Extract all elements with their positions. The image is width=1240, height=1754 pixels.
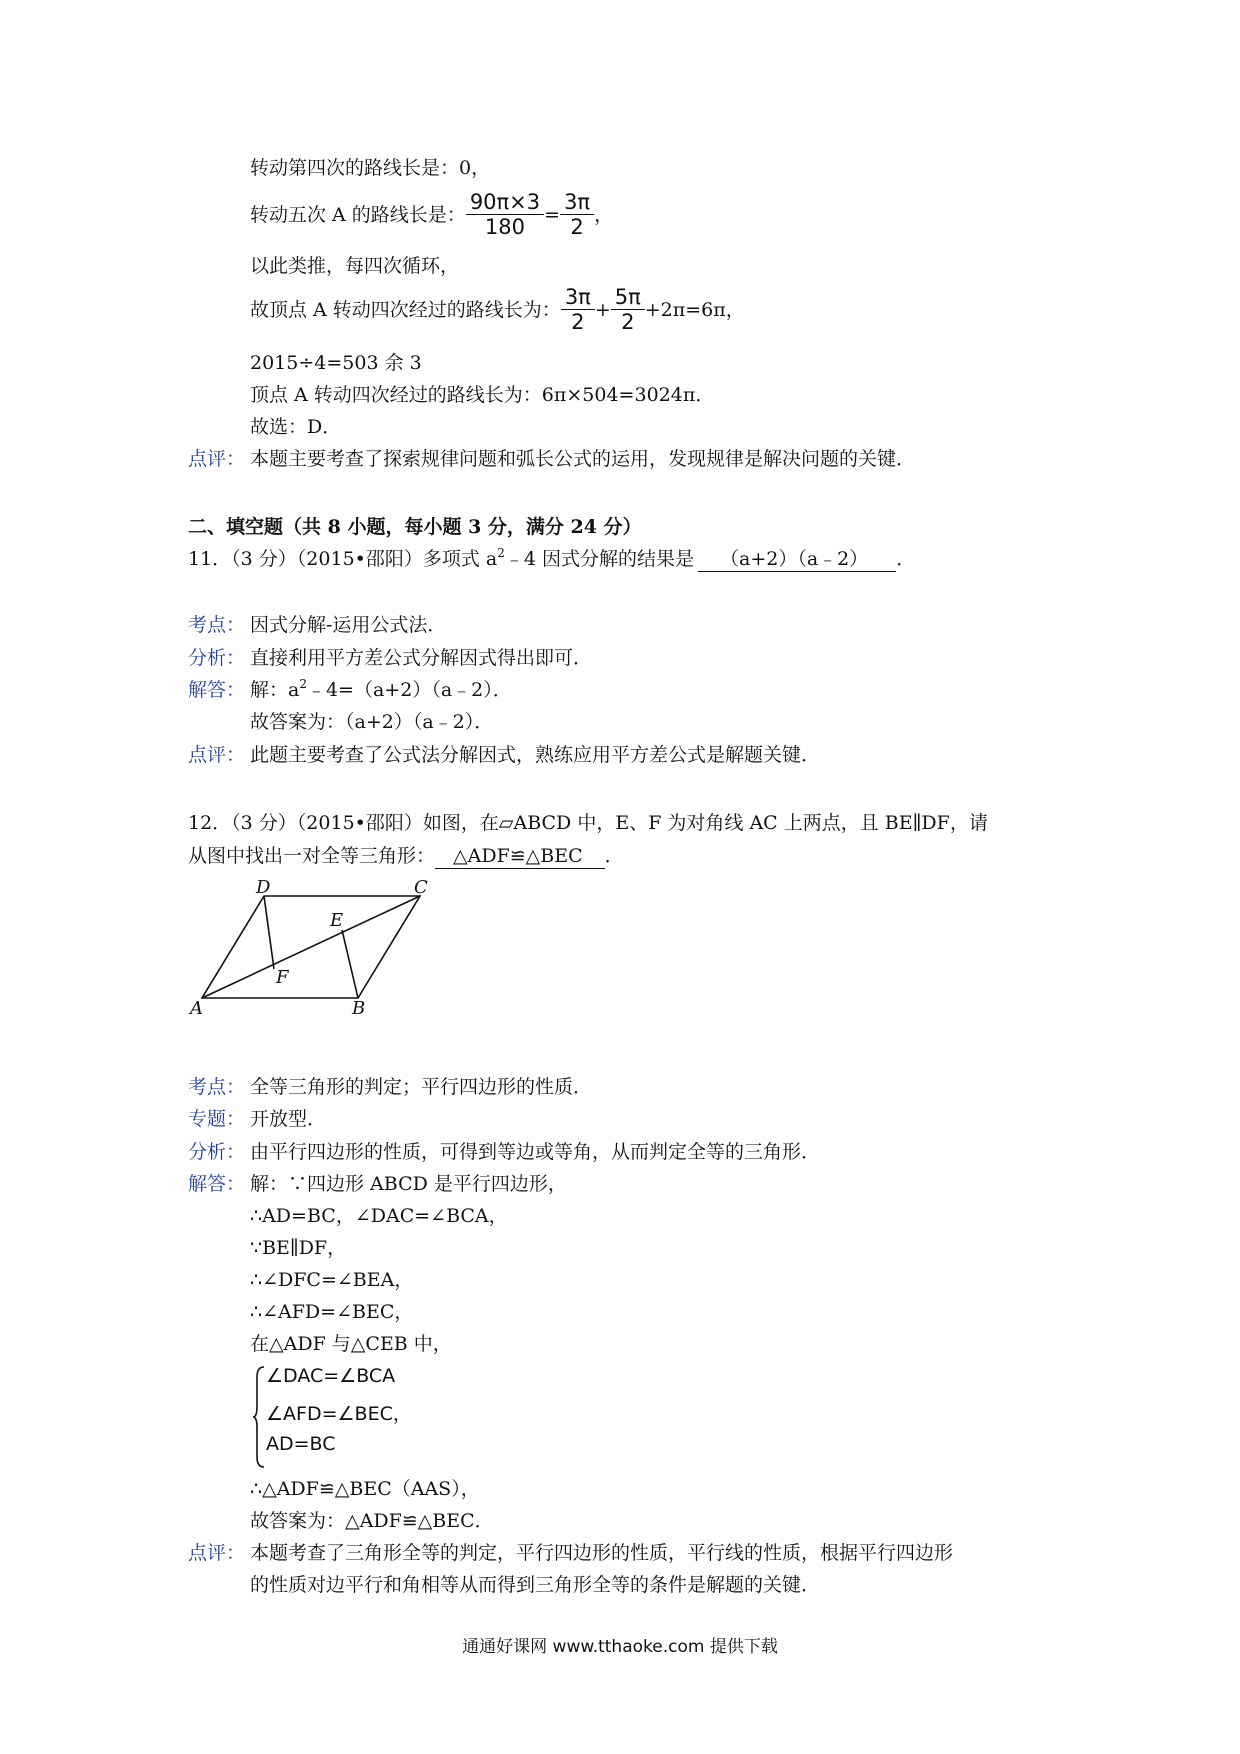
solution-line: 转动第四次的路线长是：0， [250,157,491,179]
jieda-line: 在△ADF 与△CEB 中， [250,1333,452,1355]
numerator: 90π×3 [469,190,541,214]
jieda-line: ∴∠AFD=∠BEC， [250,1301,414,1323]
denominator: 2 [571,310,585,334]
answer-blank: （a+2）（a﹣2） [698,547,896,572]
question-end: ． [896,548,916,570]
page-footer: 通通好课网 www.tthaoke.com 提供下载 [462,1637,778,1657]
left-brace-icon [252,1365,266,1469]
vertex-label-b: B [352,998,366,1015]
fraction [560,190,594,239]
point-label-e: E [330,910,344,931]
solution-line: 以此类推，每四次循环， [250,255,460,277]
question-text: 11．（3 分）（2015•邵阳）多项式 a [188,548,498,570]
equation-row: ∠DAC=∠BCA [266,1365,396,1387]
dianping-text: 本题考查了三角形全等的判定，平行四边形的性质，平行线的性质，根据平行四边形 [250,1542,954,1564]
text: 故顶点 A 转动四次经过的路线长为： [250,298,561,321]
solution-line: 顶点 A 转动四次经过的路线长为：6π×504=3024π． [250,384,715,406]
kaodian-text: 全等三角形的判定；平行四边形的性质． [250,1076,593,1098]
question-12-line2 [188,843,624,869]
jieda-line: ∴AD=BC，∠DAC=∠BCA， [250,1205,508,1227]
dianping-text: 的性质对边平行和角相等从而得到三角形全等的条件是解题的关键． [250,1574,821,1596]
equation-row: ∠AFD=∠BEC， [266,1403,412,1425]
jieda-label: 解答： [188,679,246,701]
solution-line-fraction [250,190,613,239]
vertex-label-c: C [414,880,428,898]
solution-line: 故选：D． [250,416,342,438]
text: ， [594,203,614,226]
text: 转动五次 A 的路线长是： [250,203,466,226]
question-12: 12．（3 分）（2015•邵阳）如图，在▱ABCD 中，E、F 为对角线 AC 上两点，且 BE∥DF，请 [188,812,988,834]
fenxi-text: 由平行四边形的性质，可得到等边或等角，从而判定全等的三角形． [250,1141,821,1163]
text: ﹣4=（a+2）（a﹣2）． [306,679,512,701]
segment-df [264,896,274,969]
jieda-line: ∵BE∥DF， [250,1237,347,1259]
jieda-text: 故答案为：（a+2）（a﹣2）． [250,711,494,733]
solution-line-fraction [250,285,745,334]
kaodian-text: 因式分解-运用公式法． [250,614,447,636]
vertex-label-a: A [190,998,203,1015]
question-text: ﹣4 因式分解的结果是 [504,548,695,570]
diagonal-ac [202,896,420,998]
jieda-line: 解：∵四边形 ABCD 是平行四边形， [250,1173,567,1195]
vertex-label-d: D [256,880,271,898]
dianping-label: 点评： [188,1542,246,1564]
text: +2π=6π， [644,298,745,321]
fenxi-label: 分析： [188,647,246,669]
jieda-line: ∴△ADF≌△BEC（AAS）， [250,1478,480,1500]
comment-label: 点评： [188,448,246,470]
question-end: ． [604,845,624,867]
plus: + [594,298,611,321]
dianping-label: 点评： [188,744,246,766]
kaodian-label: 考点： [188,1076,246,1098]
numerator: 3π [564,190,591,214]
question-text: 从图中找出一对全等三角形： [188,845,436,867]
equation-row: AD=BC [266,1433,336,1455]
text: 解：a [250,679,300,701]
question-11 [188,546,915,572]
superscript: 2 [299,677,307,691]
solution-line: 2015÷4=503 余 3 [250,352,422,374]
point-label-f: F [276,967,289,988]
denominator: 2 [570,215,584,239]
fraction [611,285,645,334]
parallelogram-figure [188,880,448,1015]
zhuanti-text: 开放型． [250,1108,327,1130]
answer-blank: △ADF≌△BEC [435,844,605,869]
section-title: 二、填空题（共 8 小题，每小题 3 分，满分 24 分） [188,516,642,538]
comment-text: 本题主要考查了探索规律问题和弧长公式的运用，发现规律是解决问题的关键． [250,448,916,470]
equation-system [252,1365,442,1469]
jieda-text [250,677,512,703]
jieda-line: 故答案为：△ADF≌△BEC． [250,1510,494,1532]
zhuanti-label: 专题： [188,1108,246,1130]
fraction [466,190,544,239]
segment-be [342,930,358,998]
denominator: 180 [484,215,526,239]
numerator: 5π [614,285,641,309]
fraction [561,285,595,334]
fenxi-text: 直接利用平方差公式分解因式得出即可． [250,647,593,669]
superscript: 2 [497,546,505,560]
dianping-text: 此题主要考查了公式法分解因式，熟练应用平方差公式是解题关键． [250,744,821,766]
jieda-label: 解答： [188,1173,246,1195]
numerator: 3π [564,285,591,309]
jieda-line: ∴∠DFC=∠BEA， [250,1269,414,1291]
denominator: 2 [621,310,635,334]
equals: = [544,203,561,226]
fenxi-label: 分析： [188,1141,246,1163]
kaodian-label: 考点： [188,614,246,636]
